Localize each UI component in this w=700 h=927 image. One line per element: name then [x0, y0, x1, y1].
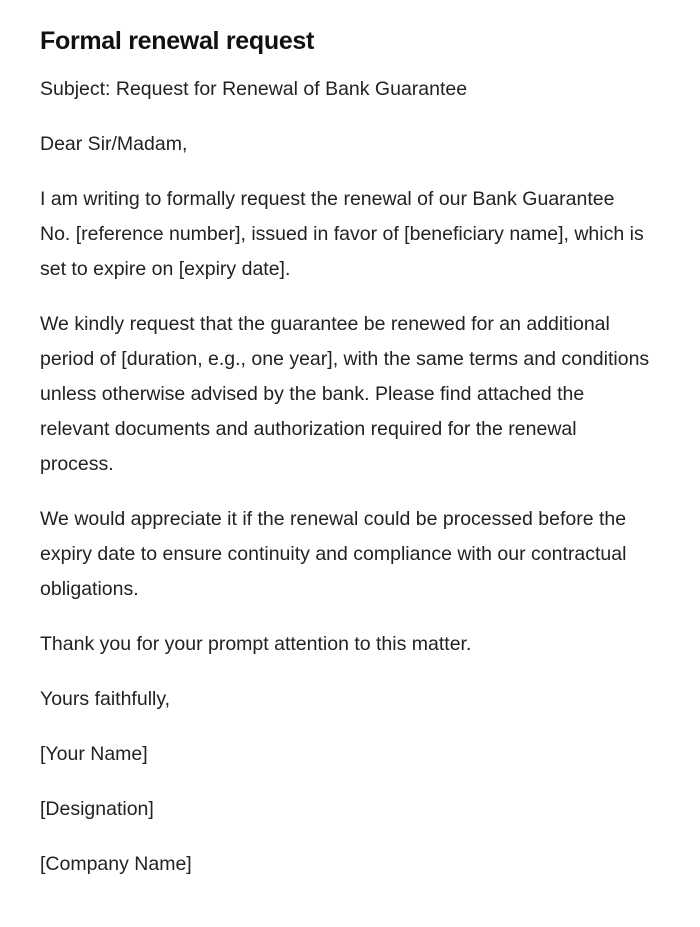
letter-document	[40, 24, 650, 902]
document-title: Formal renewal request	[40, 27, 315, 55]
signature-name: [Your Name]	[40, 743, 148, 765]
signature-company: [Company Name]	[40, 853, 192, 875]
body-paragraph-2: We kindly request that the guarantee be renewed for an additional period of [duration, e.g., one year], with the same terms and conditions unless otherwise advised by the bank. Please find attached the relevant documents and authorization required for the renewal process.	[40, 313, 650, 475]
signature-designation: [Designation]	[40, 798, 154, 820]
body-paragraph-3: We would appreciate it if the renewal could be processed before the expiry date to ensure continuity and compliance with our contractual obligations.	[40, 508, 627, 600]
closing-line: Yours faithfully,	[40, 688, 171, 710]
body-paragraph-1: I am writing to formally request the renewal of our Bank Guarantee No. [reference number], issued in favor of [beneficiary name], which is set to expire on [expiry date].	[40, 188, 644, 280]
salutation: Dear Sir/Madam,	[40, 133, 188, 155]
body-paragraph-4: Thank you for your prompt attention to this matter.	[40, 633, 472, 655]
subject-line: Subject: Request for Renewal of Bank Guarantee	[40, 78, 468, 100]
